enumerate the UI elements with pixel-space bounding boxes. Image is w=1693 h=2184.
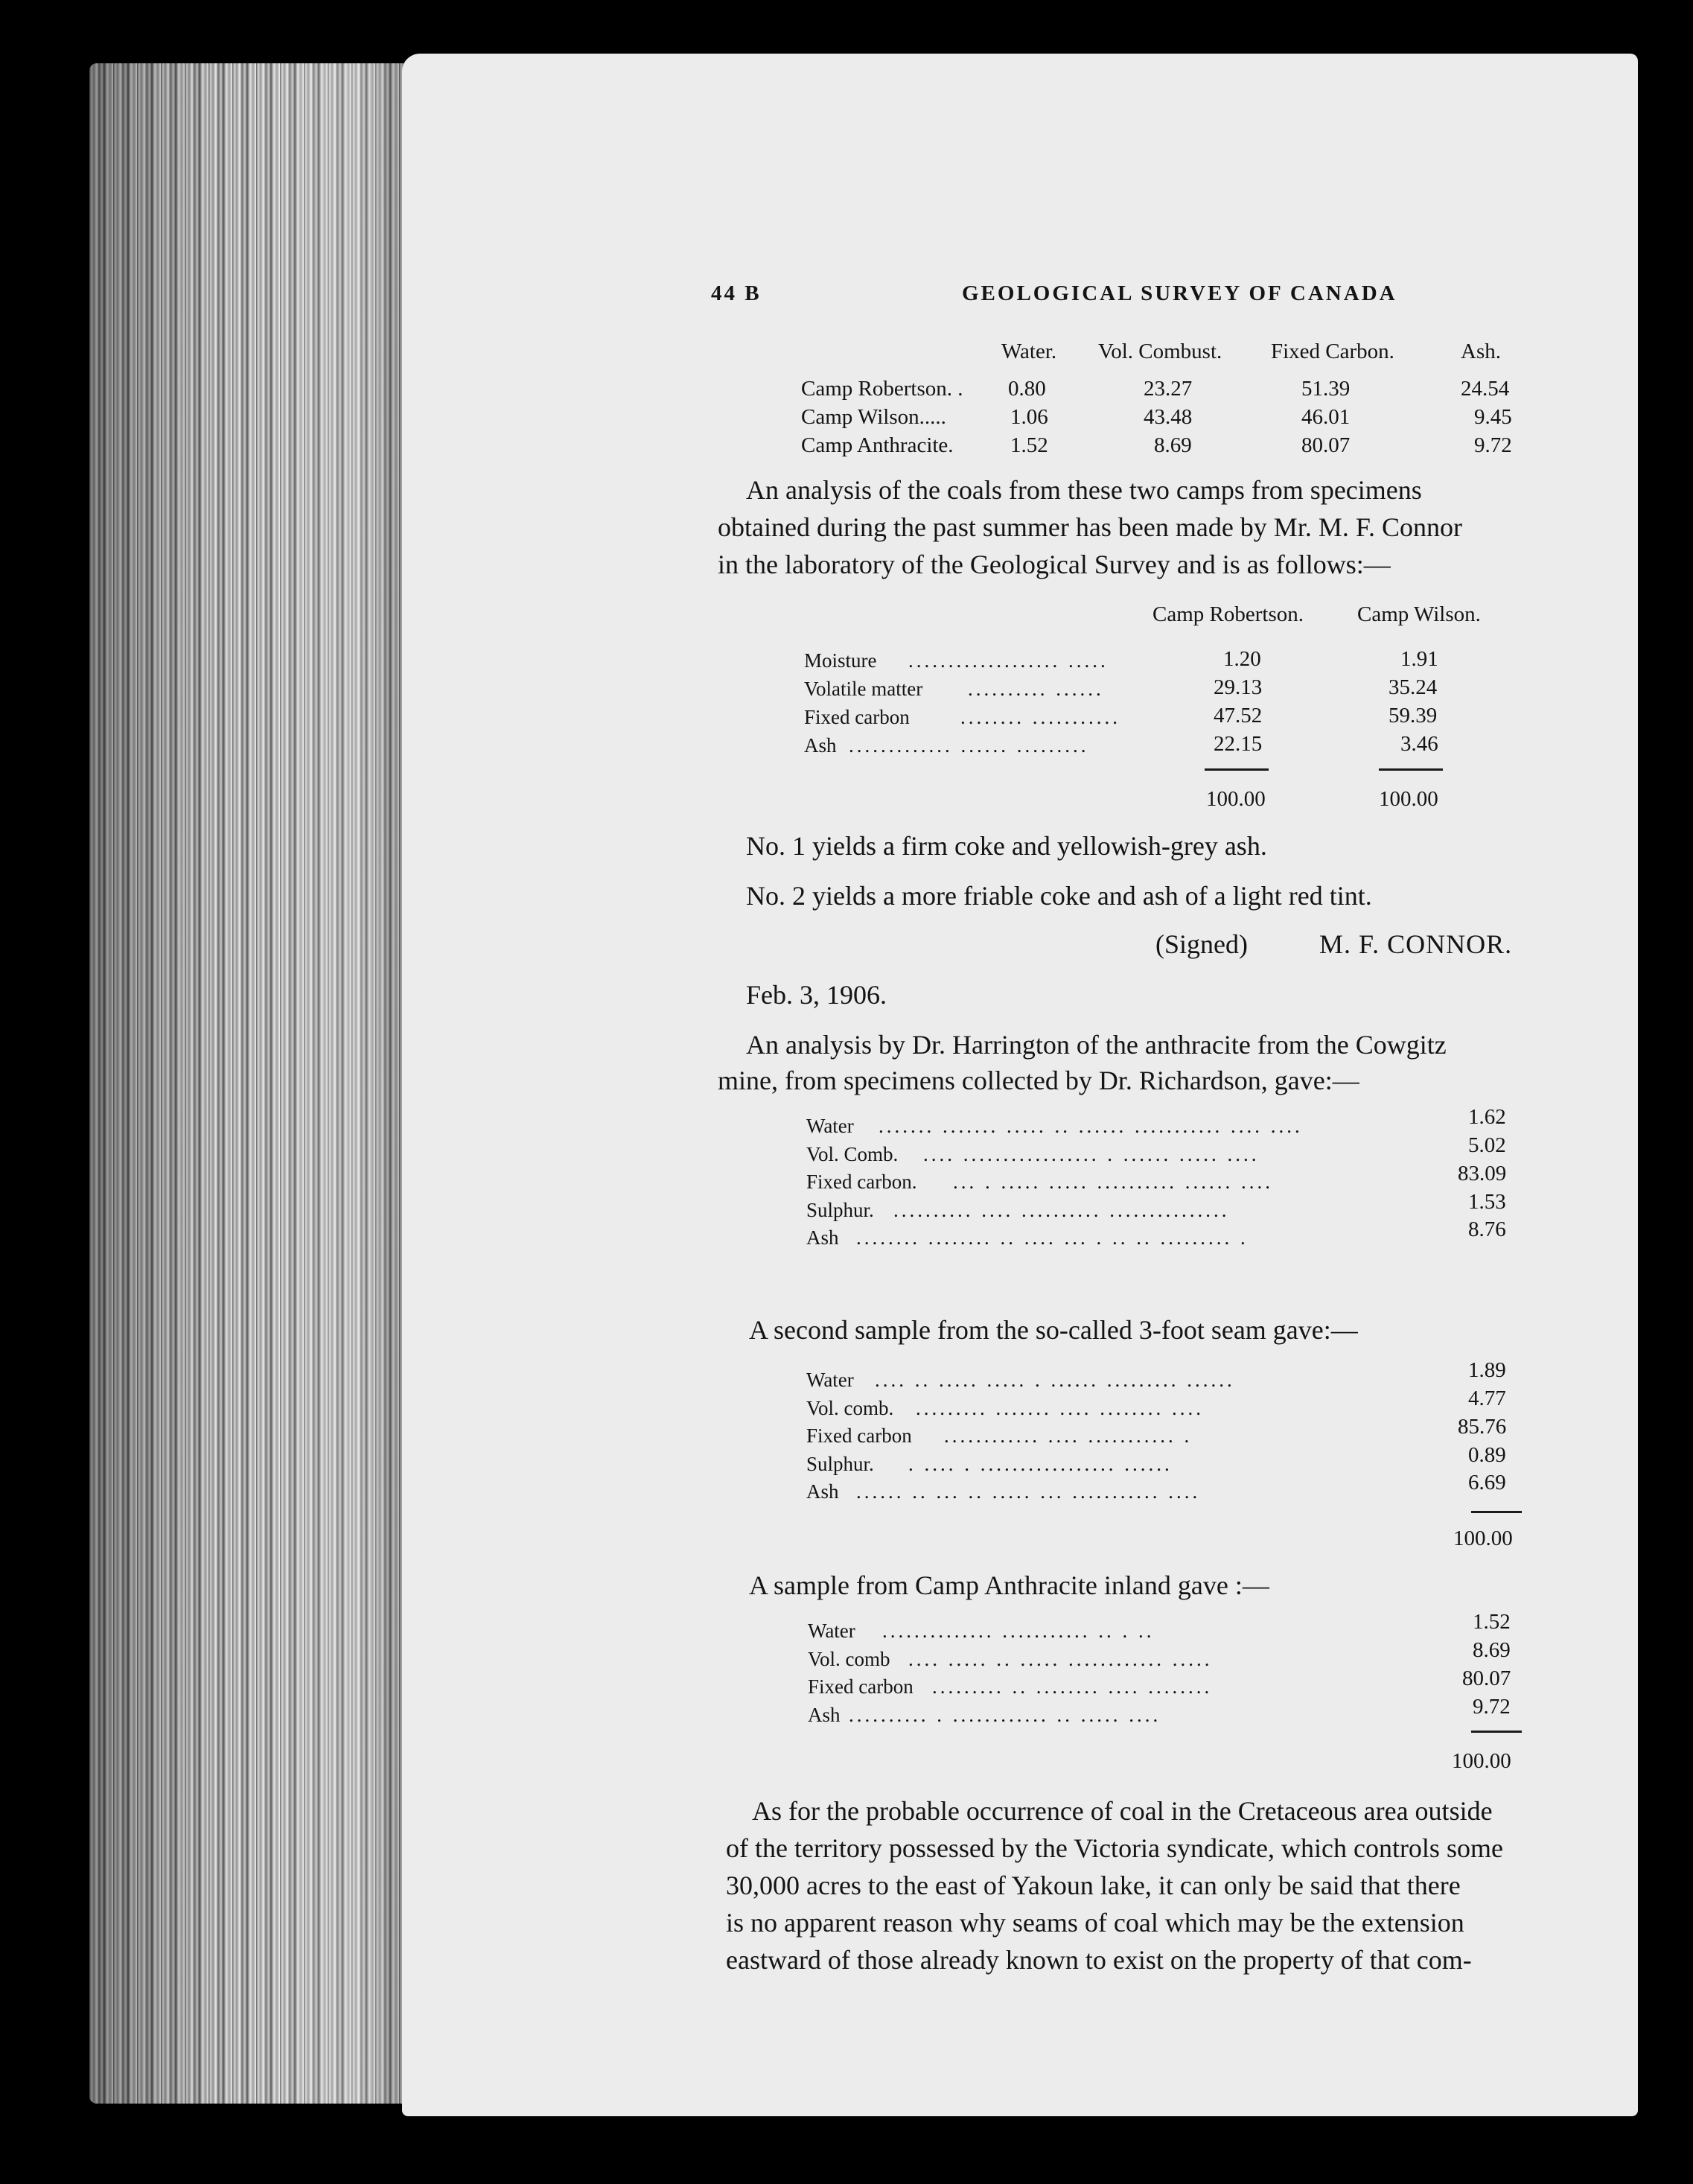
- leader-dots: ....... ....... ..... .. ...... ........... .... ....: [879, 1115, 1303, 1137]
- leader-dots: .......... .... .......... ...............: [893, 1199, 1230, 1221]
- paragraph-line: An analysis by Dr. Harrington of the anthracite from the Cowgitz: [746, 1030, 1447, 1060]
- leader-dots: ............ .... ........... .: [944, 1424, 1193, 1447]
- column-header: Camp Wilson.: [1357, 602, 1481, 626]
- row-label: Water: [806, 1369, 854, 1391]
- row-label: Camp Anthracite.: [801, 433, 954, 457]
- row-label: Fixed carbon: [808, 1675, 914, 1698]
- cell-value: 4.77: [1468, 1387, 1506, 1410]
- paragraph-line: of the territory possessed by the Victoria syndicate, which controls some: [726, 1833, 1503, 1863]
- paragraph-line: A sample from Camp Anthracite inland gave :—: [749, 1570, 1269, 1600]
- signed-label: (Signed): [1155, 929, 1248, 959]
- cell-value: 9.45: [1474, 405, 1512, 429]
- paragraph-line: As for the probable occurrence of coal in the Cretaceous area outside: [752, 1796, 1493, 1826]
- leader-dots: .......... . ............ .. ..... ....: [849, 1704, 1161, 1726]
- cell-value: 0.80: [1008, 377, 1046, 401]
- cell-value: 0.89: [1468, 1443, 1506, 1467]
- date: Feb. 3, 1906.: [746, 980, 887, 1010]
- cell-value: 23.27: [1144, 377, 1193, 401]
- paragraph-line: is no apparent reason why seams of coal which may be the extension: [726, 1908, 1464, 1938]
- row-label: Fixed carbon: [806, 1424, 912, 1447]
- cell-value: 46.01: [1301, 405, 1351, 429]
- total-value: 100.00: [1453, 1526, 1513, 1550]
- cell-value: 1.06: [1010, 405, 1048, 429]
- row-label: Vol. comb: [808, 1648, 890, 1670]
- leader-dots: .... ................. . ...... ..... ....: [923, 1143, 1260, 1165]
- row-label: Sulphur.: [806, 1199, 874, 1221]
- leader-dots: ............. ...... .........: [849, 734, 1089, 757]
- row-label: Ash: [806, 1226, 839, 1249]
- cell-value: 43.48: [1144, 405, 1193, 429]
- cell-value: 8.69: [1473, 1638, 1511, 1662]
- row-label: Fixed carbon.: [806, 1171, 917, 1193]
- cell-value: 8.76: [1468, 1217, 1506, 1241]
- leader-dots: .... ..... .. ..... ............ .....: [908, 1648, 1213, 1670]
- cell-value: 5.02: [1468, 1133, 1506, 1157]
- column-header: Ash.: [1461, 340, 1501, 363]
- cell-value: 1.52: [1010, 433, 1048, 457]
- total-value: 100.00: [1206, 787, 1266, 811]
- leader-dots: .............. ........... .. . ..: [882, 1620, 1155, 1642]
- row-label: Camp Wilson.....: [801, 405, 946, 429]
- cell-value: 80.07: [1462, 1666, 1511, 1690]
- cell-value: 6.69: [1468, 1471, 1506, 1494]
- row-label: Water: [808, 1620, 855, 1642]
- row-label: Fixed carbon: [804, 706, 910, 728]
- cell-value: 47.52: [1214, 704, 1263, 728]
- cell-value: 1.52: [1473, 1610, 1511, 1634]
- row-label: Water: [806, 1115, 854, 1137]
- cell-value: 1.20: [1223, 647, 1261, 671]
- cell-value: 22.15: [1214, 732, 1263, 756]
- leader-dots: ...... .. ... .. ..... ... ........... ....: [856, 1480, 1201, 1503]
- note-line: No. 1 yields a firm coke and yellowish-grey ash.: [746, 831, 1267, 861]
- leader-dots: . .... . ................. ......: [908, 1453, 1173, 1475]
- column-header: Vol. Combust.: [1098, 340, 1222, 363]
- cell-value: 29.13: [1214, 675, 1263, 699]
- cell-value: 1.91: [1400, 647, 1438, 671]
- page-number: 44 B: [711, 281, 762, 305]
- total-value: 100.00: [1452, 1749, 1511, 1773]
- leader-dots: ................... .....: [908, 649, 1109, 672]
- column-header: Camp Robertson.: [1152, 602, 1304, 626]
- row-label: Ash: [804, 734, 837, 757]
- row-label: Vol. Comb.: [806, 1143, 899, 1165]
- row-label: Moisture: [804, 649, 877, 672]
- note-line: No. 2 yields a more friable coke and ash of a light red tint.: [746, 881, 1372, 911]
- leader-dots: .......... ......: [968, 678, 1104, 700]
- cell-value: 24.54: [1461, 377, 1510, 401]
- signatory-name: M. F. CONNOR.: [1319, 929, 1513, 959]
- row-label: Ash: [806, 1480, 839, 1503]
- paragraph-line: eastward of those already known to exist on the property of that com-: [726, 1945, 1472, 1975]
- cell-value: 1.53: [1468, 1190, 1506, 1214]
- cell-value: 1.89: [1468, 1358, 1506, 1382]
- cell-value: 59.39: [1388, 704, 1438, 728]
- row-label: Vol. comb.: [806, 1397, 894, 1419]
- cell-value: 9.72: [1473, 1695, 1511, 1719]
- sum-rule: [1471, 1511, 1522, 1513]
- leader-dots: .... .. ..... ..... . ...... ......... ......: [875, 1369, 1235, 1391]
- leader-dots: ......... .. ........ .... ........: [932, 1675, 1213, 1698]
- column-header: Fixed Carbon.: [1271, 340, 1394, 363]
- page-edge-shading: [89, 63, 409, 2104]
- cell-value: 9.72: [1474, 433, 1512, 457]
- book-page: [402, 54, 1638, 2116]
- paragraph-line: in the laboratory of the Geological Survey and is as follows:—: [718, 550, 1391, 579]
- cell-value: 1.62: [1468, 1105, 1506, 1129]
- running-title: GEOLOGICAL SURVEY OF CANADA: [962, 281, 1397, 305]
- cell-value: 83.09: [1458, 1162, 1507, 1185]
- column-header: Water.: [1001, 340, 1057, 363]
- cell-value: 8.69: [1154, 433, 1192, 457]
- sum-rule: [1471, 1731, 1522, 1733]
- paragraph-line: obtained during the past summer has been made by Mr. M. F. Connor: [718, 512, 1462, 542]
- paragraph-line: A second sample from the so-called 3-foot seam gave:—: [749, 1315, 1358, 1345]
- row-label: Ash: [808, 1704, 841, 1726]
- paragraph-line: mine, from specimens collected by Dr. Richardson, gave:—: [718, 1066, 1359, 1095]
- cell-value: 85.76: [1458, 1415, 1507, 1439]
- sum-rule: [1379, 768, 1443, 771]
- row-label: Sulphur.: [806, 1453, 874, 1475]
- cell-value: 80.07: [1301, 433, 1351, 457]
- paragraph-line: An analysis of the coals from these two camps from specimens: [746, 475, 1422, 505]
- sum-rule: [1205, 768, 1269, 771]
- leader-dots: ......... ....... .... ........ ....: [916, 1397, 1204, 1419]
- paragraph-line: 30,000 acres to the east of Yakoun lake, it can only be said that there: [726, 1871, 1461, 1900]
- cell-value: 3.46: [1400, 732, 1438, 756]
- cell-value: 51.39: [1301, 377, 1351, 401]
- cell-value: 35.24: [1388, 675, 1438, 699]
- leader-dots: ........ ...........: [960, 706, 1120, 728]
- row-label: Camp Robertson. .: [801, 377, 963, 401]
- leader-dots: ........ ........ .. .... ... . .. .. ......... .: [856, 1226, 1249, 1249]
- row-label: Volatile matter: [804, 678, 923, 700]
- leader-dots: ... . ..... ..... .......... ...... ....: [953, 1171, 1273, 1193]
- total-value: 100.00: [1379, 787, 1438, 811]
